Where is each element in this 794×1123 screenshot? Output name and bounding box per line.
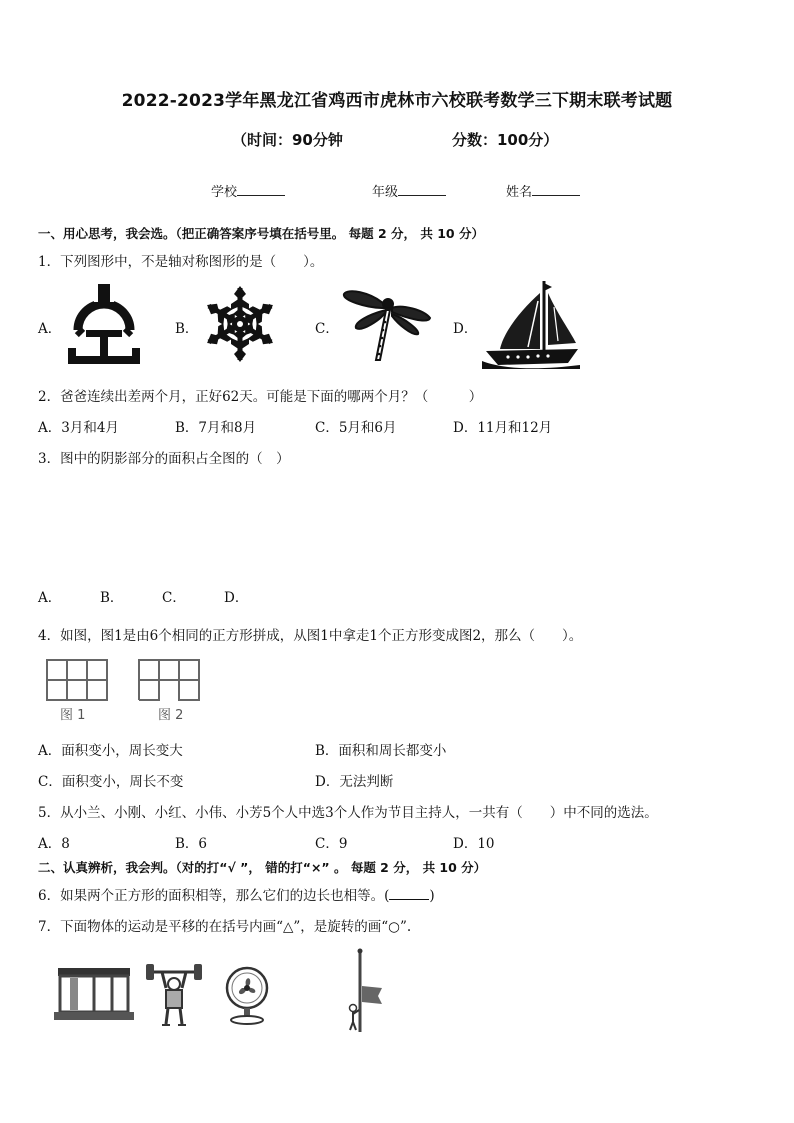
section-1-heading: 一、用心思考，我会选。（把正确答案序号填在括号里。 每题 2 分， 共 10 分） — [38, 226, 484, 241]
weightlifter-icon — [144, 962, 204, 1028]
q1-option-b: B． — [175, 321, 199, 337]
q1-option-d: D． — [453, 321, 478, 337]
dragonfly-icon — [340, 288, 435, 363]
name-blank[interactable] — [532, 183, 580, 196]
q4-option-d: D．无法判断 — [315, 774, 394, 790]
figure-1-caption: 图 1 — [60, 708, 86, 723]
q6-text: 6．如果两个正方形的面积相等，那么它们的边长也相等。( — [38, 888, 390, 904]
time-limit: （时间：90分钟 — [232, 131, 343, 149]
q5-option-c: C．9 — [315, 836, 348, 852]
q7-stem: 7．下面物体的运动是平移的在括号内画“△”，是旋转的画“○”. — [38, 919, 412, 935]
q6-close: ) — [429, 888, 435, 904]
q5-option-a: A．8 — [38, 836, 70, 852]
snowflake-icon — [200, 285, 280, 363]
q5-option-b: B．6 — [175, 836, 208, 852]
q2-stem: 2．爸爸连续出差两个月，正好62天。可能是下面的哪两个月？（ ） — [38, 389, 483, 405]
q3-option-c: C． — [162, 590, 186, 606]
q3-option-a: A． — [38, 590, 62, 606]
q5-option-d: D．10 — [453, 836, 495, 852]
q4-stem: 4．如图，图1是由6个相同的正方形拼成，从图1中拿走1个正方形变成图2，那么（ ）。 — [38, 628, 583, 644]
name-label: 姓名 — [506, 185, 533, 200]
flagpole-icon — [342, 948, 386, 1034]
q2-option-d: D．11月和12月 — [453, 420, 553, 436]
q2-option-a: A．3月和4月 — [38, 420, 119, 436]
school-field — [211, 181, 285, 200]
q1-option-c: C． — [315, 321, 339, 337]
grade-field — [372, 181, 446, 200]
q5-stem: 5．从小兰、小刚、小红、小伟、小芳5个人中选3个人作为节目主持人，一共有（ ）中不同的选法。 — [38, 805, 658, 821]
section-2-heading: 二、认真辨析，我会判。（对的打“√ ”， 错的打“×” 。 每题 2 分， 共 10 分） — [38, 860, 487, 875]
q2-option-b: B．7月和8月 — [175, 420, 257, 436]
q1-stem: 1．下列图形中，不是轴对称图形的是（ ）。 — [38, 254, 324, 270]
sailboat-icon — [478, 279, 582, 371]
q4-option-a: A．面积变小，周长变大 — [38, 743, 183, 759]
page-title: 2022-2023学年黑龙江省鸡西市虎林市六校联考数学三下期末联考试题 — [121, 91, 673, 111]
fan-icon — [222, 966, 272, 1026]
q6-stem — [38, 884, 435, 904]
figure-2-grid — [138, 659, 200, 701]
school-label: 学校 — [211, 185, 238, 200]
grade-label: 年级 — [372, 185, 399, 200]
q6-answer-blank[interactable] — [389, 887, 429, 900]
name-field — [506, 181, 580, 200]
q3-option-d: D． — [224, 590, 249, 606]
q3-stem: 3．图中的阴影部分的面积占全图的（ ） — [38, 451, 290, 467]
q3-option-b: B． — [100, 590, 124, 606]
q4-option-b: B．面积和周长都变小 — [315, 743, 447, 759]
q4-option-c: C．面积变小，周长不变 — [38, 774, 184, 790]
window-icon — [54, 966, 134, 1022]
railway-logo-icon — [64, 284, 144, 368]
q1-option-a: A． — [38, 321, 62, 337]
grade-blank[interactable] — [398, 183, 446, 196]
q2-option-c: C．5月和6月 — [315, 420, 397, 436]
total-score: 分数：100分） — [452, 131, 559, 149]
figure-2-caption: 图 2 — [158, 708, 184, 723]
school-blank[interactable] — [237, 183, 285, 196]
figure-1-grid — [46, 659, 108, 701]
